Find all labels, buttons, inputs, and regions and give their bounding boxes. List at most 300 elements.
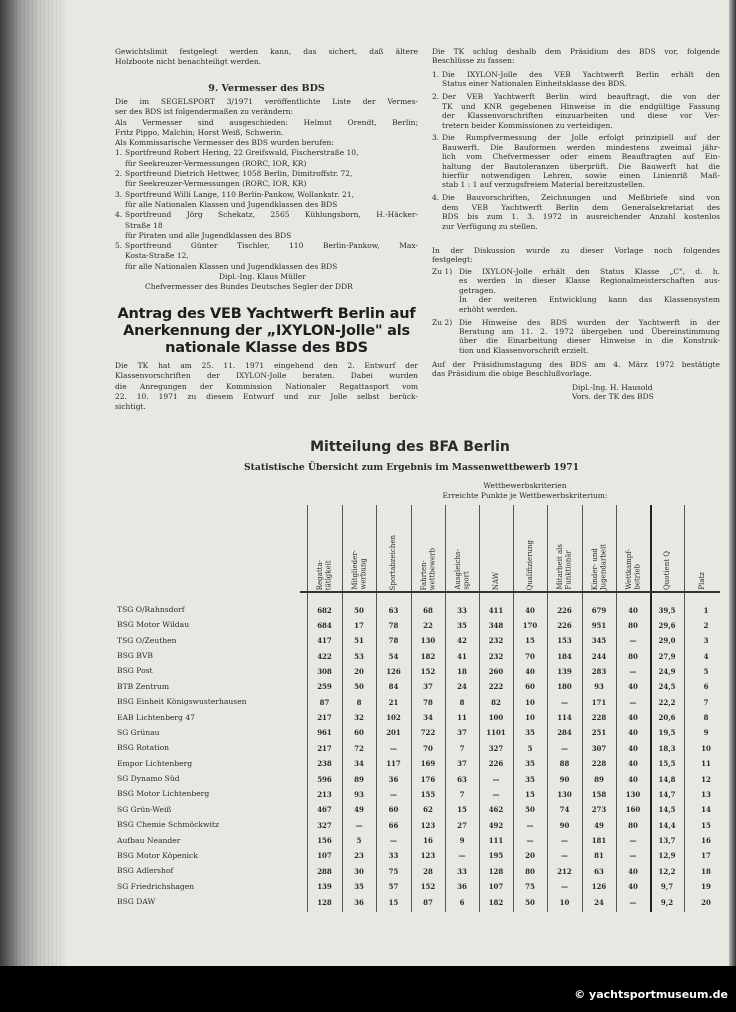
table-cell: 40 <box>525 666 535 676</box>
row-club-name: BSG Rotation <box>117 743 170 753</box>
column-header: Sportabzeichen <box>389 534 398 590</box>
table-cell: 139 <box>317 882 332 892</box>
table-cell: 6 <box>459 897 465 907</box>
section-heading-vermesser: 9. Vermesser des BDS <box>208 83 325 94</box>
text-line: 22. 10. 1971 zu diesem Entwurf und zur Jolle selbst berück- <box>115 391 418 401</box>
table-cell: 13 <box>701 789 711 799</box>
table-cell: 75 <box>388 866 399 876</box>
list-item <box>432 92 720 130</box>
row-club-name: SG Grün-Weiß <box>117 804 172 814</box>
table-cell: 80 <box>628 820 638 830</box>
table-cell: 139 <box>557 666 572 676</box>
table-cell: 15 <box>701 820 711 830</box>
text-line: über die Einarbeitung dieser Hinweise in die Konstruk- <box>459 336 720 346</box>
table-cell: 39,5 <box>658 605 676 615</box>
table-cell: 78 <box>423 697 433 707</box>
table-cell: 4 <box>703 651 709 661</box>
text-line: Als Kommissarische Vermesser des BDS wurden berufen: <box>115 138 334 148</box>
table-cell: 273 <box>591 805 607 815</box>
text-line: Die IXYLON-Jolle erhält den Status Klasse „C", d. h. <box>459 267 720 276</box>
table-cell: 14,5 <box>658 805 676 815</box>
table-cell: 14,8 <box>658 774 676 784</box>
table-title: Mitteilung des BFA Berlin <box>310 439 510 455</box>
text-line: Kosta-Straße 12, <box>125 251 189 261</box>
list-number: Zu 1) <box>432 267 453 276</box>
table-cell: 81 <box>594 851 604 861</box>
table-cell: — <box>561 697 568 707</box>
table-cell: 348 <box>488 620 504 630</box>
table-cell: — <box>629 851 637 861</box>
table-cell: — <box>561 882 568 892</box>
table-cell: 169 <box>420 759 436 769</box>
text-line: Sportfreund Günter Tischler, 110 Berlin-Pankow, Max- <box>125 241 418 251</box>
text-line: getragen. <box>459 285 496 295</box>
table-cell: 89 <box>354 774 364 784</box>
table-cell: 7 <box>459 743 465 753</box>
table-cell: 259 <box>317 682 332 692</box>
table-cell: 7 <box>703 697 709 707</box>
table-cell: 107 <box>317 851 332 861</box>
table-cell: 40 <box>628 605 638 615</box>
text-line: Der VEB Yachtwerft Berlin wird beauftragt, die von der <box>442 92 720 102</box>
text-line: Straße 18 <box>125 220 163 230</box>
signature-title: Vors. der TK des BDS <box>572 392 654 402</box>
table-cell: 19 <box>701 882 711 892</box>
table-subtitle: Statistische Übersicht zum Ergebnis im Massenwettbewerb 1971 <box>244 462 580 473</box>
table-cell: 49 <box>354 805 364 815</box>
table-cell: 40 <box>525 605 535 615</box>
table-cell: 8 <box>356 697 362 707</box>
table-cell: 24,9 <box>658 666 676 676</box>
text-line: dem VEB Yachtwerft Berlin dem Generalsekretariat des <box>442 202 720 212</box>
table-cell: 35 <box>525 759 535 769</box>
text-line: Holzboote nicht benachteiligt werden. <box>115 57 262 67</box>
text-line: Sportfreund Willi Lange, 110 Berlin-Pankow, Wollankstr. 21, <box>125 189 354 199</box>
table-cell: 11 <box>457 713 467 723</box>
table-cell: 212 <box>557 866 572 876</box>
table-cell: — <box>629 836 637 846</box>
table-cell: 72 <box>354 743 364 753</box>
table-cell: — <box>629 636 637 646</box>
table-cell: 232 <box>488 651 504 661</box>
table-cell: — <box>561 836 568 846</box>
table-cell: 19,5 <box>658 728 676 738</box>
vermesser-section <box>115 97 418 293</box>
list-number: 1. <box>115 148 123 158</box>
table-cell: 35 <box>354 882 364 892</box>
row-club-name: EAB Lichtenberg 47 <box>117 712 195 722</box>
table-cell: — <box>629 897 637 907</box>
copyright-watermark: © yachtsportmuseum.de <box>574 988 728 1001</box>
table-cell: 10 <box>525 713 535 723</box>
table-cell: 158 <box>591 789 607 799</box>
table-cell: 682 <box>317 605 332 615</box>
list-number: 4. <box>115 210 123 220</box>
table-cell: 53 <box>354 651 364 661</box>
table-cell: 155 <box>420 789 436 799</box>
table-cell: 238 <box>317 759 332 769</box>
text-line: stab 1 : 1 auf verzugsfreiem Material bereitzustellen. <box>442 180 646 190</box>
signature-name: Dipl.-Ing. H. Hausold <box>572 383 653 392</box>
table-cell: 49 <box>594 820 604 830</box>
table-cell: 28 <box>423 866 433 876</box>
table-cell: 102 <box>386 713 401 723</box>
table-cell: 40 <box>628 882 638 892</box>
right-signature <box>572 383 654 402</box>
text-line: TK und KNR gegebenen Hinweise in die endgültige Fassung <box>442 101 720 111</box>
headline-line: Anerkennung der „IXYLON-Jolle" als <box>123 323 410 339</box>
table-cell: 596 <box>317 774 332 784</box>
table-cell: 21 <box>388 697 399 707</box>
table-cell: — <box>561 743 568 753</box>
text-line: Beratung am 11. 2. 1972 übergeben und Übereinstimmung <box>459 326 720 336</box>
table-cell: 37 <box>457 759 467 769</box>
table-cell: 13,7 <box>658 836 676 846</box>
table-cell: 42 <box>457 636 467 646</box>
table-cell: 951 <box>591 620 607 630</box>
row-club-name: SG Grünau <box>117 727 160 737</box>
table-cell: 89 <box>594 774 604 784</box>
vermesser-paragraphs <box>115 97 418 148</box>
table-cell: 24 <box>457 682 467 692</box>
table-cell: 60 <box>354 728 364 738</box>
text-line: ser des BDS ist folgendermaßen zu verändern: <box>115 107 294 117</box>
table-cell: 80 <box>628 620 638 630</box>
table-cell: 40 <box>628 682 638 692</box>
left-intro-text <box>115 47 418 68</box>
header-rule <box>300 591 720 593</box>
table-cell: 217 <box>317 713 332 723</box>
table-cell: 33 <box>457 605 467 615</box>
table-cell: — <box>390 789 397 799</box>
row-club-name: BSG Motor Köpenick <box>117 850 198 860</box>
page-right-edge <box>729 0 736 972</box>
table-cell: 3 <box>703 636 709 646</box>
resolution-list <box>432 70 720 235</box>
table-cell: 156 <box>317 836 332 846</box>
signature-name: Dipl.-Ing. Klaus Müller <box>219 272 306 282</box>
table-cell: 12 <box>701 774 711 784</box>
table-cell: 152 <box>420 666 436 676</box>
signature-title: Chefvermesser des Bundes Deutsches Segler der DDR <box>145 282 353 292</box>
headline-line: Antrag des VEB Yachtwerft Berlin auf <box>117 306 416 322</box>
text-line: Status einer Nationalen Einheitsklasse des BDS. <box>442 79 627 89</box>
table-cell: 10 <box>525 697 535 707</box>
table-cell: 60 <box>388 805 399 815</box>
table-cell: 20 <box>354 666 364 676</box>
table-cell: 14,7 <box>658 789 676 799</box>
table-cell: 37 <box>457 728 467 738</box>
table-cell: 40 <box>628 713 638 723</box>
table-cell: 251 <box>591 728 607 738</box>
table-cell: 11 <box>701 759 711 769</box>
table-cell: 15 <box>525 636 535 646</box>
list-item <box>432 267 720 314</box>
list-number: 3. <box>115 189 123 199</box>
table-cell: 284 <box>557 728 572 738</box>
table-cell: 171 <box>591 697 607 707</box>
table-cell: 27 <box>457 820 467 830</box>
table-cell: 130 <box>420 636 436 646</box>
table-cell: 37 <box>423 682 433 692</box>
text-line: Die TK hat am 25. 11. 1971 eingehend den 2. Entwurf der <box>115 361 418 370</box>
table-cell: 16 <box>701 836 711 846</box>
table-cell: 29,0 <box>658 636 676 646</box>
table-cell: 9 <box>459 836 465 846</box>
table-cell: 422 <box>317 651 332 661</box>
table-cell: 20 <box>701 897 711 907</box>
table-cell: 36 <box>354 897 364 907</box>
column-divider <box>684 505 685 912</box>
column-header: Quotient Q <box>662 551 671 590</box>
table-cell: 63 <box>388 605 399 615</box>
table-cell: 63 <box>457 774 467 784</box>
table-cell: 117 <box>386 759 401 769</box>
text-line: der Klassenvorschriften einzuarbeiten und diese vor Ver- <box>442 111 720 121</box>
column-header: Mitglieder- werbung <box>350 550 367 590</box>
text-line: die Anregungen der Kommission Nationaler Regattasport vom <box>115 381 418 391</box>
row-club-name: Aufbau Neander <box>117 835 181 845</box>
table-cell: 90 <box>559 774 570 784</box>
list-number: Zu 2) <box>432 317 453 327</box>
row-club-name: Empor Lichtenberg <box>117 758 193 768</box>
text-line: tion und Klassenvorschrift erzielt. <box>459 345 589 355</box>
headline-line: nationale Klasse des BDS <box>165 340 368 356</box>
text-line: für alle Nationalen Klassen und Jugendklassen des BDS <box>125 261 338 271</box>
table-cell: 411 <box>488 605 504 615</box>
discussion-text <box>432 246 720 265</box>
list-item <box>432 70 720 89</box>
table-cell: 260 <box>488 666 504 676</box>
table-cell: — <box>561 851 568 861</box>
table-cell: 10 <box>701 743 711 753</box>
table-cell: 16 <box>423 836 433 846</box>
table-cell: 15 <box>457 805 467 815</box>
table-cell: 34 <box>423 713 433 723</box>
table-cell: 80 <box>628 651 638 661</box>
table-cell: 152 <box>420 882 436 892</box>
table-cell: 722 <box>420 728 436 738</box>
list-item <box>432 133 720 189</box>
row-club-name: TSG O/Rahnsdorf <box>117 605 185 614</box>
list-number: 3. <box>432 133 440 143</box>
table-cell: 18 <box>701 866 711 876</box>
text-line: Die IXYLON-Jolle des VEB Yachtwerft Berlin erhält den <box>442 70 720 79</box>
table-cell: 176 <box>420 774 436 784</box>
table-cell: 123 <box>420 851 436 861</box>
column-header: Platz <box>697 572 706 590</box>
table-cell: 93 <box>354 789 364 799</box>
text-line: Beschlüsse zu fassen: <box>432 56 515 66</box>
table-cell: 40 <box>628 866 638 876</box>
table-cell: 126 <box>386 666 401 676</box>
table-cell: 23 <box>354 851 364 861</box>
closing-text <box>432 360 720 379</box>
list-item <box>432 318 720 356</box>
table-cell: 57 <box>388 882 399 892</box>
table-cell: 62 <box>423 805 433 815</box>
table-cell: 50 <box>354 682 364 692</box>
list-number: 5. <box>115 241 123 251</box>
table-cell: 1 <box>703 605 709 615</box>
row-club-name: SG Friedrichshagen <box>117 881 195 891</box>
table-cell: 22 <box>423 620 433 630</box>
text-line: Als Vermesser sind ausgeschieden: Helmut Orendt, Berlin; <box>115 117 418 127</box>
row-club-name: BSG BVB <box>117 651 153 661</box>
table-cell: 36 <box>457 882 467 892</box>
table-cell: 14,4 <box>658 820 676 830</box>
table-cell: 74 <box>559 805 570 815</box>
table-cell: 15 <box>525 789 535 799</box>
table-cell: 15 <box>388 897 399 907</box>
table-cell: 130 <box>557 789 572 799</box>
table-cell: 18 <box>457 666 467 676</box>
text-line: In der weiteren Entwicklung kann das Klassensystem <box>459 295 720 305</box>
table-cell: — <box>492 774 500 784</box>
list-item <box>432 193 720 231</box>
table-cell: 34 <box>354 759 364 769</box>
table-cell: — <box>526 836 534 846</box>
table-cell: 9 <box>703 728 709 738</box>
list-item <box>115 169 418 190</box>
table-cell: 492 <box>488 820 504 830</box>
column-header: Kinder- und Jugendarbeit <box>590 543 607 590</box>
table-cell: 50 <box>525 897 535 907</box>
table-cell: — <box>492 789 500 799</box>
row-club-name: BSG Post <box>117 666 153 676</box>
text-line: haltung der Bautoleranzen überprüft. Die Bauwerft hat die <box>442 161 720 171</box>
table-cell: 8 <box>703 713 709 723</box>
table-cell: 307 <box>591 743 607 753</box>
table-cell: 130 <box>625 789 641 799</box>
list-number: 4. <box>432 193 440 203</box>
table-cell: 14 <box>701 805 711 815</box>
table-cell: 462 <box>488 805 504 815</box>
table-cell: — <box>355 820 363 830</box>
row-club-name: TSG O/Zeuthen <box>117 635 177 645</box>
table-cell: 5 <box>527 743 533 753</box>
column-header: Wettkampf- betrieb <box>624 549 641 590</box>
table-cell: 18,3 <box>658 743 676 753</box>
table-cell: 467 <box>317 805 332 815</box>
text-line: zur Verfügung zu stellen. <box>442 221 538 231</box>
list-item <box>115 241 418 272</box>
table-cell: 88 <box>559 759 570 769</box>
table-cell: 160 <box>625 805 641 815</box>
table-cell: 12,2 <box>658 866 676 876</box>
table-cell: 226 <box>557 605 572 615</box>
list-number: 2. <box>115 169 123 179</box>
table-cell: 684 <box>317 620 332 630</box>
table-cell: 222 <box>488 682 504 692</box>
table-cell: 128 <box>488 866 504 876</box>
table-cell: 182 <box>488 897 504 907</box>
table-cell: 114 <box>557 713 572 723</box>
table-cell: — <box>390 743 397 753</box>
text-line: In der Diskussion wurde zu dieser Vorlage noch folgendes <box>432 246 720 255</box>
table-cell: 40 <box>628 774 638 784</box>
table-cell: 75 <box>525 882 535 892</box>
row-club-name: BSG Adlershof <box>117 866 174 876</box>
table-cell: 78 <box>388 636 399 646</box>
table-cell: 213 <box>317 789 332 799</box>
table-cell: 24 <box>594 897 604 907</box>
table-cell: 181 <box>591 836 607 846</box>
table-cell: 6 <box>703 682 709 692</box>
table-cell: 32 <box>354 713 364 723</box>
list-item <box>115 148 418 169</box>
table-cell: — <box>629 697 637 707</box>
table-cell: 170 <box>522 620 538 630</box>
table-cell: 5 <box>703 666 709 676</box>
text-line: Die Hinweise des BDS wurden der Yachtwerft in der <box>459 317 720 327</box>
table-cell: — <box>458 851 466 861</box>
column-header: Regatta- tätigkeit <box>316 559 333 590</box>
book-binding-edge <box>0 0 66 972</box>
table-cell: 182 <box>420 651 436 661</box>
text-line: Auf der Präsidiumstagung des BDS am 4. März 1972 bestätigte <box>432 360 720 369</box>
zu-list <box>432 267 720 359</box>
text-line: Gewichtslimit festgelegt werden kann, das sichert, daß ältere <box>115 47 418 56</box>
table-cell: 128 <box>317 897 332 907</box>
text-line: für alle Nationalen Klassen und Jugendklassen des BDS <box>125 199 338 209</box>
table-cell: 327 <box>488 743 504 753</box>
text-line: Sportfreund Jörg Schekatz, 2565 Kühlungsborn, H.-Häcker- <box>125 210 418 220</box>
table-cell: 63 <box>594 866 604 876</box>
table-cell: 87 <box>423 897 433 907</box>
text-line: Bauwerft. Die Bauformen werden mindestens zweimal jähr- <box>442 142 720 152</box>
text-line: Sportfreund Robert Hering, 22 Greifswald, Fischerstraße 10, <box>125 148 359 158</box>
text-line: für Seekreuzer-Vermessungen (RORC, IOR, KR) <box>125 179 307 189</box>
right-intro-text <box>432 47 720 66</box>
table-cell: 40 <box>628 728 638 738</box>
text-line: Klassenvorschriften der IXYLON-Jolle beraten. Dabei wurden <box>115 371 418 381</box>
table-cell: 2 <box>703 620 709 630</box>
column-header: Ausgleichs- sport <box>453 549 470 590</box>
table-cell: 9,7 <box>660 882 674 892</box>
table-cell: 66 <box>388 820 399 830</box>
text-line: für Piraten und alle Jugendklassen des BDS <box>125 230 292 240</box>
table-cell: 283 <box>591 666 607 676</box>
table-cell: 35 <box>525 728 535 738</box>
table-cell: 22,2 <box>658 697 676 707</box>
table-cell: 100 <box>488 713 504 723</box>
text-line: tretern beider Kommissionen zu verteidigen. <box>442 120 613 130</box>
table-cell: 68 <box>423 605 433 615</box>
list-number: 1. <box>432 70 440 79</box>
column-header: Fahrten- wettbewerb <box>419 547 436 590</box>
table-cell: 20 <box>525 851 535 861</box>
table-cell: 93 <box>594 682 604 692</box>
row-club-name: BTB Zentrum <box>117 681 170 691</box>
table-cell: 82 <box>491 697 501 707</box>
table-cell: 195 <box>488 851 504 861</box>
table-cell: 417 <box>317 636 332 646</box>
text-line: erhöht werden. <box>459 304 518 314</box>
table-cell: 20,6 <box>658 713 676 723</box>
table-cell: 123 <box>420 820 436 830</box>
table-cell: 679 <box>591 605 607 615</box>
table-cell: 226 <box>488 759 504 769</box>
table-cell: 5 <box>356 836 362 846</box>
text-line: Fritz Pippo, Malchin; Horst Weiß, Schwerin. <box>115 127 284 137</box>
table-cell: 35 <box>525 774 535 784</box>
table-cell: 244 <box>591 651 607 661</box>
table-cell: 126 <box>591 882 607 892</box>
criteria-label: Wettbewerbskriterien <box>483 481 567 490</box>
table-cell: 70 <box>423 743 433 753</box>
table-cell: 8 <box>459 697 465 707</box>
